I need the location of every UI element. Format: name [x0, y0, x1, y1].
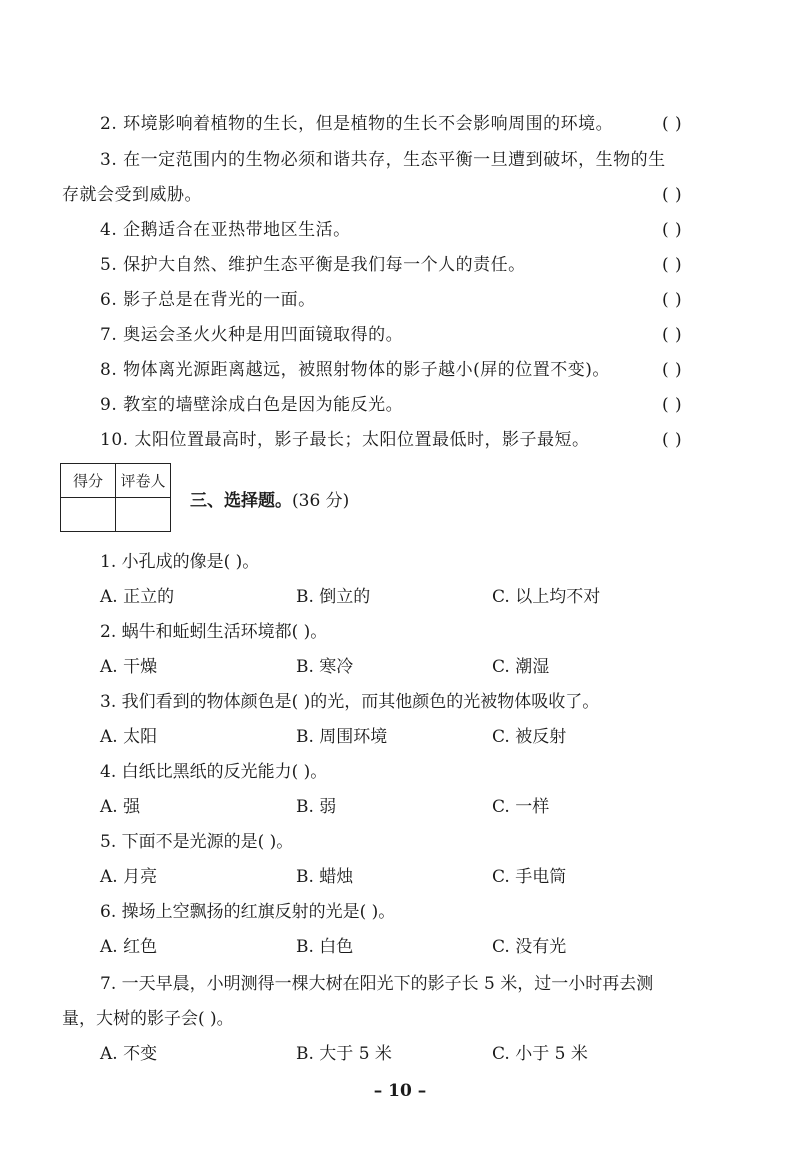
mc-question-text: 3. 我们看到的物体颜色是( )的光，而其他颜色的光被物体吸收了。 — [100, 692, 600, 712]
option-a[interactable]: A. 正立的 — [100, 587, 175, 607]
tf-item-text: 2. 环境影响着植物的生长，但是植物的生长不会影响周围的环境。 — [100, 114, 614, 134]
tf-item-2 — [0, 112, 800, 136]
option-c[interactable]: C. 一样 — [492, 797, 550, 817]
tf-item-text: 8. 物体离光源距离越远，被照射物体的影子越小(屏的位置不变)。 — [100, 360, 610, 380]
mc-options-7 — [0, 1042, 800, 1066]
tf-item-text: 4. 企鹅适合在亚热带地区生活。 — [100, 220, 351, 240]
mc-question-4 — [0, 760, 800, 784]
answer-paren[interactable]: ( ) — [662, 325, 683, 345]
tf-item-7 — [0, 323, 800, 347]
mc-options-5 — [0, 865, 800, 889]
tf-item-8 — [0, 358, 800, 382]
answer-paren[interactable]: ( ) — [662, 430, 683, 450]
mc-question-7 — [0, 972, 800, 996]
mc-question-2 — [0, 620, 800, 644]
mc-question-text: 4. 白纸比黑纸的反光能力( )。 — [100, 762, 328, 782]
answer-paren[interactable]: ( ) — [662, 185, 683, 205]
mc-question-text: 2. 蜗牛和蚯蚓生活环境都( )。 — [100, 622, 328, 642]
option-c[interactable]: C. 没有光 — [492, 937, 567, 957]
option-a[interactable]: A. 不变 — [100, 1044, 158, 1064]
mc-question-5 — [0, 830, 800, 854]
option-a[interactable]: A. 月亮 — [100, 867, 158, 887]
tf-item-6 — [0, 288, 800, 312]
mc-options-6 — [0, 935, 800, 959]
option-c[interactable]: C. 潮湿 — [492, 657, 550, 677]
score-cell[interactable] — [61, 498, 116, 532]
option-b[interactable]: B. 白色 — [296, 937, 354, 957]
tf-item-text: 5. 保护大自然、维护生态平衡是我们每一个人的责任。 — [100, 255, 526, 275]
tf-item-text: 6. 影子总是在背光的一面。 — [100, 290, 316, 310]
option-b[interactable]: B. 倒立的 — [296, 587, 371, 607]
option-a[interactable]: A. 红色 — [100, 937, 158, 957]
mc-options-3 — [0, 725, 800, 749]
tf-item-3-cont — [0, 183, 800, 207]
mc-question-1 — [0, 550, 800, 574]
option-b[interactable]: B. 大于 5 米 — [296, 1044, 392, 1064]
score-table — [60, 463, 171, 532]
section-title — [190, 486, 349, 511]
tf-item-9 — [0, 393, 800, 417]
option-c[interactable]: C. 手电筒 — [492, 867, 567, 887]
option-c[interactable]: C. 被反射 — [492, 727, 567, 747]
tf-item-text-cont: 存就会受到威胁。 — [62, 185, 202, 205]
tf-item-3 — [0, 148, 800, 172]
score-header: 得分 — [61, 464, 116, 498]
tf-item-text: 7. 奥运会圣火火种是用凹面镜取得的。 — [100, 325, 404, 345]
option-a[interactable]: A. 强 — [100, 797, 141, 817]
mc-question-text: 7. 一天早晨，小明测得一棵大树在阳光下的影子长 5 米，过一小时再去测 — [100, 974, 654, 994]
option-b[interactable]: B. 弱 — [296, 797, 337, 817]
tf-item-text: 3. 在一定范围内的生物必须和谐共存，生态平衡一旦遭到破坏，生物的生 — [100, 150, 666, 170]
mc-options-4 — [0, 795, 800, 819]
answer-paren[interactable]: ( ) — [662, 360, 683, 380]
tf-item-text: 9. 教室的墙壁涂成白色是因为能反光。 — [100, 395, 404, 415]
answer-paren[interactable]: ( ) — [662, 290, 683, 310]
option-b[interactable]: B. 寒冷 — [296, 657, 354, 677]
tf-item-text: 10. 太阳位置最高时，影子最长；太阳位置最低时，影子最短。 — [100, 430, 590, 450]
option-c[interactable]: C. 以上均不对 — [492, 587, 601, 607]
answer-paren[interactable]: ( ) — [662, 255, 683, 275]
answer-paren[interactable]: ( ) — [662, 395, 683, 415]
section-heading: 三、选择题。 — [190, 491, 292, 511]
section-points: (36 分) — [292, 491, 350, 511]
option-b[interactable]: B. 蜡烛 — [296, 867, 354, 887]
answer-paren[interactable]: ( ) — [662, 220, 683, 240]
mc-question-7-cont — [0, 1007, 800, 1031]
tf-item-5 — [0, 253, 800, 277]
mc-question-text: 6. 操场上空飘扬的红旗反射的光是( )。 — [100, 902, 396, 922]
mc-options-2 — [0, 655, 800, 679]
mc-question-text: 1. 小孔成的像是( )。 — [100, 552, 260, 572]
grader-cell[interactable] — [116, 498, 171, 532]
option-b[interactable]: B. 周围环境 — [296, 727, 388, 747]
tf-item-4 — [0, 218, 800, 242]
answer-paren[interactable]: ( ) — [662, 114, 683, 134]
page-number: – 10 – — [373, 1081, 427, 1101]
tf-item-10 — [0, 428, 800, 452]
mc-question-6 — [0, 900, 800, 924]
option-c[interactable]: C. 小于 5 米 — [492, 1044, 588, 1064]
grader-header: 评卷人 — [116, 464, 171, 498]
mc-question-text-cont: 量，大树的影子会( )。 — [62, 1009, 234, 1029]
mc-options-1 — [0, 585, 800, 609]
mc-question-3 — [0, 690, 800, 714]
option-a[interactable]: A. 干燥 — [100, 657, 158, 677]
mc-question-text: 5. 下面不是光源的是( )。 — [100, 832, 294, 852]
option-a[interactable]: A. 太阳 — [100, 727, 158, 747]
